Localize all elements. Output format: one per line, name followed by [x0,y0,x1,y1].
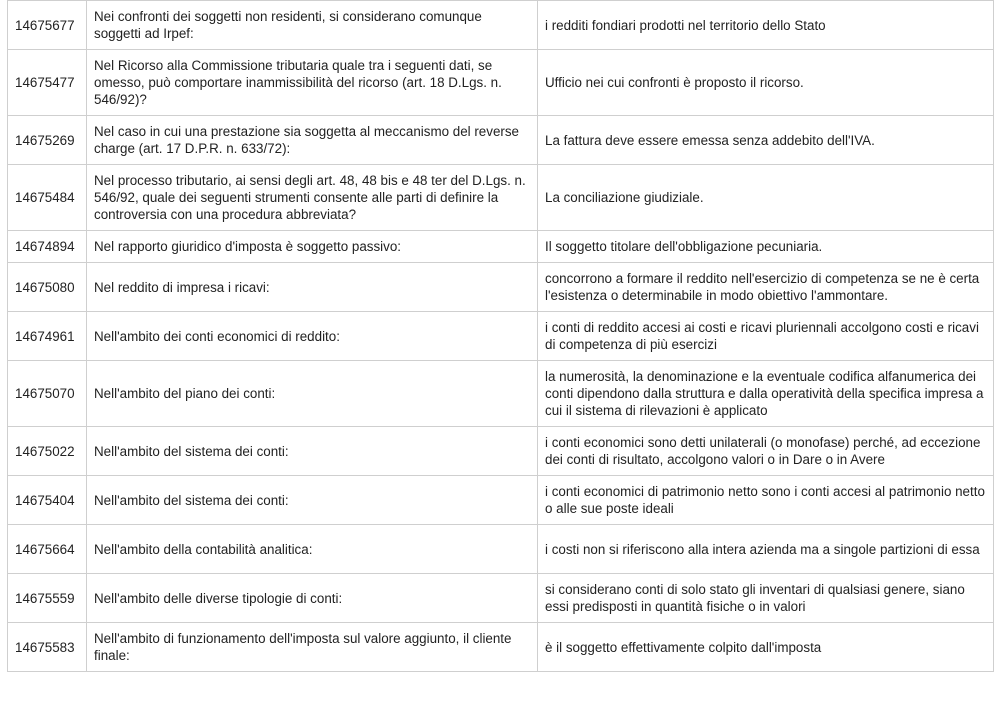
question-id-cell: 14675404 [8,476,87,525]
answer-cell: è il soggetto effettivamente colpito dall'imposta [538,623,994,672]
answer-cell: i costi non si riferiscono alla intera azienda ma a singole partizioni di essa [538,525,994,574]
table-row [8,525,994,574]
question-id-cell: 14675677 [8,1,87,50]
question-id-cell: 14675477 [8,50,87,116]
question-cell: Nell'ambito delle diverse tipologie di conti: [87,574,538,623]
question-id-cell: 14674894 [8,231,87,263]
table-row [8,116,994,165]
question-cell: Nell'ambito del sistema dei conti: [87,427,538,476]
question-cell: Nel processo tributario, ai sensi degli art. 48, 48 bis e 48 ter del D.Lgs. n. 546/92, quale dei seguenti strumenti consente alle parti di definire la controversia con una procedura abbreviata? [87,165,538,231]
question-cell: Nell'ambito del piano dei conti: [87,361,538,427]
question-cell: Nell'ambito del sistema dei conti: [87,476,538,525]
question-id-cell: 14675484 [8,165,87,231]
qa-table [7,0,994,672]
table-row [8,427,994,476]
question-cell: Nel rapporto giuridico d'imposta è soggetto passivo: [87,231,538,263]
answer-cell: i conti economici di patrimonio netto sono i conti accesi al patrimonio netto o alle sue poste ideali [538,476,994,525]
table-row [8,312,994,361]
table-row [8,165,994,231]
question-cell: Nell'ambito della contabilità analitica: [87,525,538,574]
question-cell: Nell'ambito dei conti economici di reddito: [87,312,538,361]
answer-cell: i conti economici sono detti unilaterali (o monofase) perché, ad eccezione dei conti di risultato, accolgono valori o in Dare o in Avere [538,427,994,476]
answer-cell: i redditi fondiari prodotti nel territorio dello Stato [538,1,994,50]
answer-cell: si considerano conti di solo stato gli inventari di qualsiasi genere, siano essi predisposti in quantità fisiche o in valori [538,574,994,623]
qa-table-body [8,1,994,672]
question-id-cell: 14675080 [8,263,87,312]
table-row [8,476,994,525]
answer-cell: La fattura deve essere emessa senza addebito dell'IVA. [538,116,994,165]
question-cell: Nei confronti dei soggetti non residenti, si considerano comunque soggetti ad Irpef: [87,1,538,50]
question-id-cell: 14675664 [8,525,87,574]
table-row [8,361,994,427]
question-cell: Nell'ambito di funzionamento dell'imposta sul valore aggiunto, il cliente finale: [87,623,538,672]
answer-cell: Ufficio nei cui confronti è proposto il ricorso. [538,50,994,116]
table-row [8,50,994,116]
table-row [8,1,994,50]
question-cell: Nel caso in cui una prestazione sia soggetta al meccanismo del reverse charge (art. 17 D.P.R. n. 633/72): [87,116,538,165]
answer-cell: i conti di reddito accesi ai costi e ricavi pluriennali accolgono costi e ricavi di competenza di più esercizi [538,312,994,361]
answer-cell: La conciliazione giudiziale. [538,165,994,231]
question-cell: Nel reddito di impresa i ricavi: [87,263,538,312]
question-cell: Nel Ricorso alla Commissione tributaria quale tra i seguenti dati, se omesso, può comportare inammissibilità del ricorso (art. 18 D.Lgs. n. 546/92)? [87,50,538,116]
question-id-cell: 14675022 [8,427,87,476]
answer-cell: Il soggetto titolare dell'obbligazione pecuniaria. [538,231,994,263]
question-id-cell: 14674961 [8,312,87,361]
question-id-cell: 14675269 [8,116,87,165]
table-row [8,231,994,263]
answer-cell: concorrono a formare il reddito nell'esercizio di competenza se ne è certa l'esistenza o determinabile in modo obiettivo l'ammontare. [538,263,994,312]
table-row [8,623,994,672]
question-id-cell: 14675559 [8,574,87,623]
table-row [8,263,994,312]
answer-cell: la numerosità, la denominazione e la eventuale codifica alfanumerica dei conti dipendono dalla struttura e dalla operatività della specifica impresa a cui il sistema di rilevazioni è applicato [538,361,994,427]
question-id-cell: 14675583 [8,623,87,672]
table-row [8,574,994,623]
question-id-cell: 14675070 [8,361,87,427]
